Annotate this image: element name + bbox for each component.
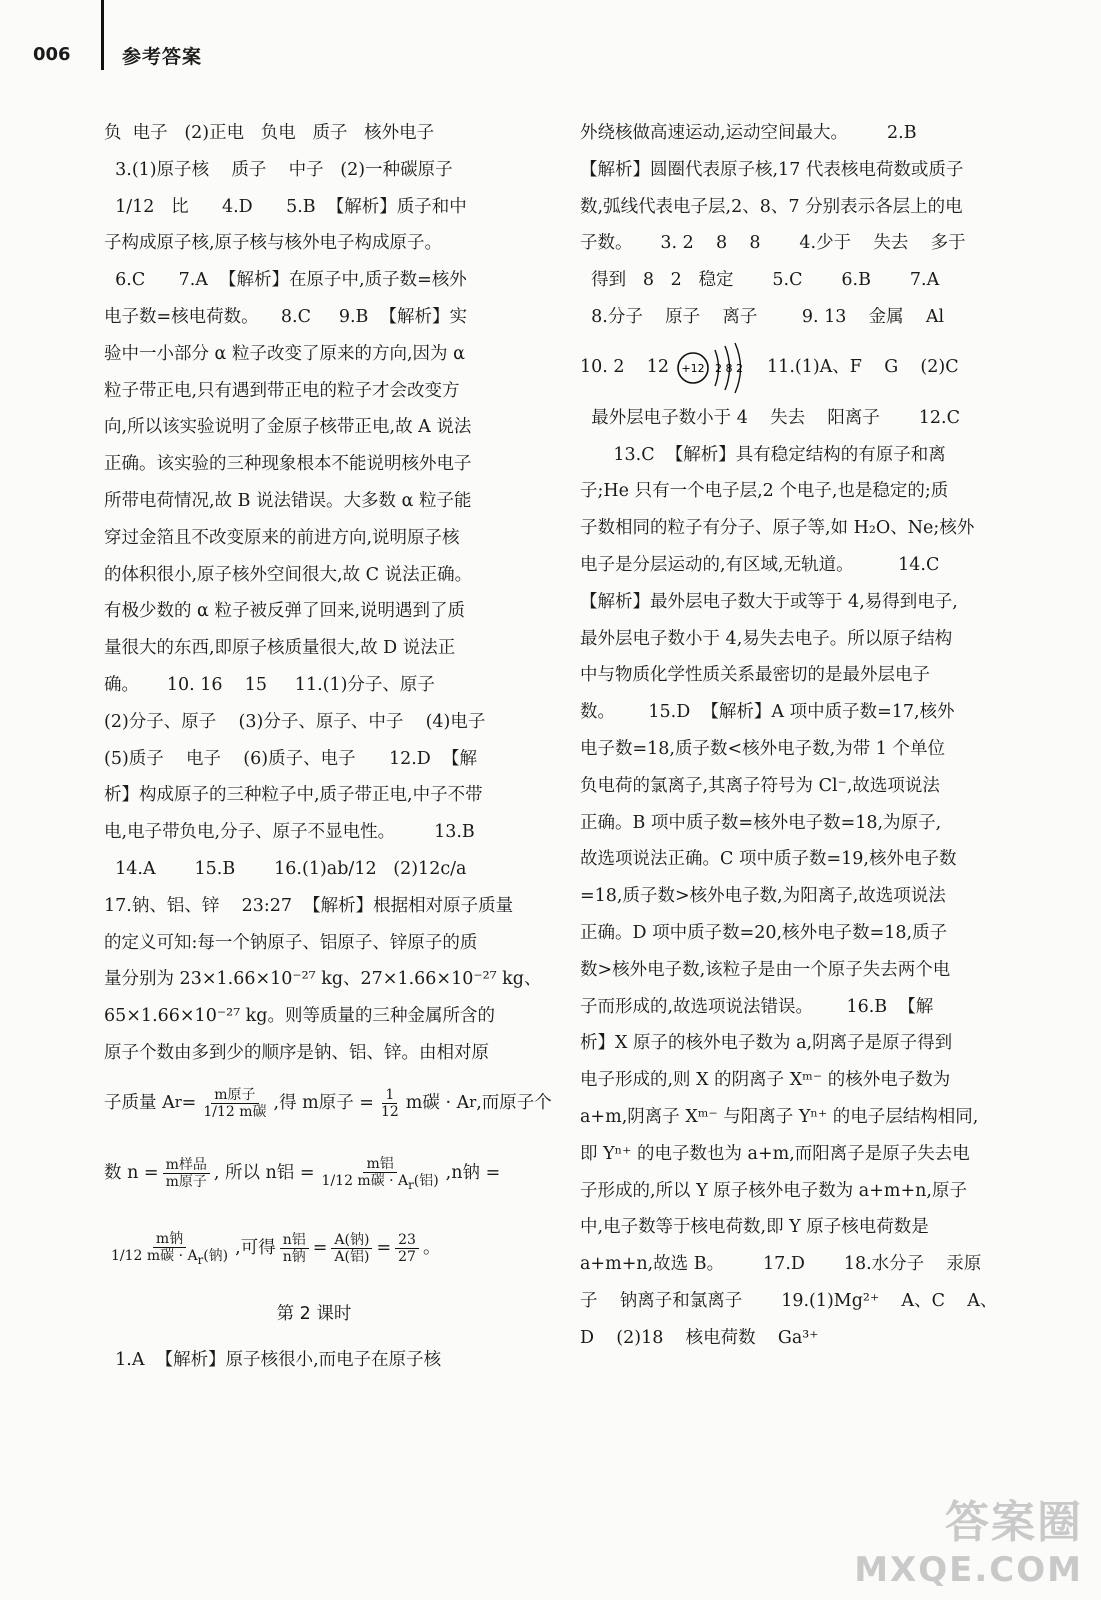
text-line: 所带电荷情况,故 B 说法错误。大多数 α 粒子能 [104, 490, 472, 511]
text-line: 子;He 只有一个电子层,2 个电子,也是稳定的;质 [580, 481, 949, 502]
text-line: 数>核外电子数,该粒子是由一个原子失去两个电 [580, 959, 951, 980]
text-line: 最外层电子数小于 4,易失去电子。所以原子结构 [580, 628, 953, 649]
text-line: 得到 8 2 稳定 5.C 6.B 7.A [580, 270, 940, 291]
text-line: 析】构成原子的三种粒子中,质子带正电,中子不带 [104, 785, 483, 806]
text-line: 故选项说法正确。C 项中质子数=19,核外电子数 [580, 849, 957, 870]
text-line: 量很大的东西,即原子核质量很大,故 D 说法正 [104, 638, 456, 659]
q10-line [580, 336, 1000, 400]
fraction: $\frac{\text{m原子}}{\text{1/12 m碳}}$ [203, 1087, 267, 1121]
text-line: a+m,阴离子 Xᵐ⁻ 与阳离子 Yⁿ⁺ 的电子层结构相同, [580, 1106, 979, 1127]
formula-text: , 所以 n铝 = [213, 1163, 315, 1184]
text-line: 的体积很小,原子核外空间很大,故 C 说法正确。 [104, 564, 473, 585]
text-line: 的定义可知:每一个钠原子、铝原子、锌原子的质 [104, 932, 478, 953]
formula-text: ,可得 [235, 1238, 276, 1259]
watermark [854, 1486, 1083, 1590]
text-line: 量分别为 23×1.66×10⁻²⁷ kg、27×1.66×10⁻²⁷ kg、 [104, 969, 542, 990]
text-line: 最外层电子数小于 4 失去 阳离子 12.C [580, 407, 960, 428]
text-line: 6.C 7.A 【解析】在原子中,质子数=核外 [104, 270, 467, 291]
mg-ion-structure-diagram [675, 341, 761, 395]
text-line: 即 Yⁿ⁺ 的电子数也为 a+m,而阳离子是原子失去电 [580, 1143, 970, 1164]
section-title: 参考答案 [122, 46, 203, 68]
text-line: 有极少数的 α 粒子被反弹了回来,说明遇到了质 [104, 601, 466, 622]
text-line: 中与物质化学性质关系最密切的是最外层电子 [580, 665, 930, 686]
text-line: 13.C 【解析】具有稳定结构的有原子和离 [580, 444, 946, 465]
text-line: 子而形成的,故选项说法错误。 16.B 【解 [580, 996, 934, 1017]
formula-sub: r [469, 1094, 477, 1112]
right-text-block-bottom [580, 400, 1000, 1357]
formula-text: ,n钠 = [445, 1163, 501, 1184]
text-line: 3.(1)原子核 质子 中子 (2)一种碳原子 [104, 159, 453, 180]
left-column [104, 115, 552, 1379]
formula-text: 数 n = [104, 1163, 159, 1184]
watermark-logo: 答案圈 [945, 1497, 1083, 1548]
text-line: a+m+n,故选 B。 17.D 18.水分子 汞原 [580, 1254, 982, 1275]
formula-atom-count [104, 1136, 524, 1212]
text-line: 子形成的,所以 Y 原子核外电子数为 a+m+n,原子 [580, 1180, 967, 1201]
text-line: 验中一小部分 α 粒子改变了原来的方向,因为 α [104, 343, 465, 364]
q11-text: 11.(1)A、F G (2)C [767, 357, 959, 378]
right-text-block-top [580, 115, 1000, 336]
left-text-block [104, 115, 542, 1072]
text-line: 中,电子数等于核电荷数,即 Y 原子核电荷数是 [580, 1217, 929, 1238]
text-line: 子 钠离子和氯离子 19.(1)Mg²⁺ A、C A、 [580, 1290, 998, 1311]
text-line: 65×1.66×10⁻²⁷ kg。则等质量的三种金属所含的 [104, 1006, 495, 1027]
text-line: 8.分子 原子 离子 9. 13 金属 Al [580, 306, 945, 327]
text-line: 正确。D 项中质子数=20,核外电子数=18,质子 [580, 922, 948, 943]
right-column [580, 115, 1000, 1357]
text-line: 正确。B 项中质子数=核外电子数=18,为原子, [580, 812, 942, 833]
fraction: $\frac{\text{A(钠)}}{\text{A(铝)}}$ [331, 1232, 372, 1265]
formula-text: = [376, 1238, 392, 1259]
text-line: 数,弧线代表电子层,2、8、7 分别表示各层上的电 [580, 196, 963, 217]
text-line: 1/12 比 4.D 5.B 【解析】质子和中 [104, 196, 467, 217]
text-line: 14.A 15.B 16.(1)ab/12 (2)12c/a [104, 858, 467, 879]
formula-text: ,得 m原子 = [273, 1093, 374, 1114]
text-line: 17.钠、铝、锌 23:27 【解析】根据相对原子质量 [104, 895, 514, 916]
text-line: 向,所以该实验说明了金原子核带正电,故 A 说法 [104, 417, 472, 438]
text-line: 穿过金箔且不改变原来的前进方向,说明原子核 [104, 527, 460, 548]
text-line: 析】X 原子的核外电子数为 a,阴离子是原子得到 [580, 1033, 953, 1054]
lesson-subtitle: 第 2 课时 [276, 1303, 352, 1324]
formula-sub: r [174, 1094, 182, 1112]
text-line: 【解析】最外层电子数大于或等于 4,易得到电子, [580, 591, 958, 612]
electron-shells-label: 2 8 2 [715, 361, 744, 375]
fraction: $\frac{\text{m铝}}{1/12 m碳 \cdot A_r(铝)}$ [321, 1155, 439, 1192]
formula-text: = [181, 1093, 197, 1114]
watermark-url: MXQE.COM [854, 1550, 1083, 1590]
fraction: $\frac{\text{m样品}}{\text{m原子}}$ [163, 1157, 210, 1190]
q10-text: 10. 2 12 [580, 357, 670, 378]
text-line: (2)分子、原子 (3)分子、原子、中子 (4)电子 [104, 711, 486, 732]
text-line: 数。 15.D 【解析】A 项中质子数=17,核外 [580, 702, 955, 723]
text-line: 1.A 【解析】原子核很小,而电子在原子核 [104, 1349, 442, 1370]
formula-text: 。 [422, 1238, 441, 1259]
text-line: 原子个数由多到少的顺序是钠、铝、锌。由相对原 [104, 1042, 489, 1063]
formula-text: ,而原子个 [476, 1093, 552, 1114]
text-line: 【解析】圆圈代表原子核,17 代表核电荷数或质子 [580, 159, 964, 180]
text-line: 电子数=核电荷数。 8.C 9.B 【解析】实 [104, 306, 467, 327]
formula-ratio [104, 1212, 524, 1286]
text-line: 电子形成的,则 X 的阴离子 Xᵐ⁻ 的核外电子数为 [580, 1070, 951, 1091]
text-line: 子数相同的粒子有分子、原子等,如 H₂O、Ne;核外 [580, 518, 975, 539]
header-divider [101, 0, 104, 70]
fraction: $\frac{\text{n铝}}{\text{n钠}}$ [280, 1232, 309, 1265]
text-line: 负 电子 (2)正电 负电 质子 核外电子 [104, 123, 435, 143]
formula-text: = [312, 1238, 328, 1259]
text-line: 子数。 3. 2 8 8 4.少于 失去 多于 [580, 233, 966, 254]
text-line: 外绕核做高速运动,运动空间最大。 2.B [580, 123, 917, 143]
page-number: 006 [33, 44, 71, 65]
text-line: 粒子带正电,只有遇到带正电的粒子才会改变方 [104, 380, 460, 401]
text-line: 子构成原子核,原子核与核外电子构成原子。 [104, 233, 443, 254]
text-line: 电子数=18,质子数<核外电子数,为带 1 个单位 [580, 738, 945, 759]
fraction: $\frac{\text{m钠}}{1/12 m碳 \cdot A_r(钠)}$ [111, 1230, 229, 1267]
text-line: D (2)18 核电荷数 Ga³⁺ [580, 1327, 819, 1348]
text-line: (5)质子 电子 (6)质子、电子 12.D 【解 [104, 748, 477, 769]
text-line: 电,电子带负电,分子、原子不显电性。 13.B [104, 822, 475, 843]
text-line: 电子是分层运动的,有区域,无轨道。 14.C [580, 554, 940, 575]
formula-text: 子质量 A [104, 1093, 175, 1114]
formula-text: m碳 · A [405, 1093, 470, 1114]
text-line: 负电荷的氯离子,其离子符号为 Cl⁻,故选项说法 [580, 775, 940, 796]
fraction: $\frac{23}{27}$ [395, 1232, 419, 1265]
nucleus-label: +12 [681, 361, 705, 375]
formula-relative-mass [104, 1072, 552, 1136]
fraction: $\frac{1}{12}$ [380, 1087, 399, 1121]
text-line: =18,质子数>核外电子数,为阳离子,故选项说法 [580, 886, 946, 907]
text-line: 正确。该实验的三种现象根本不能说明核外电子 [104, 454, 472, 475]
text-line: 确。 10. 16 15 11.(1)分子、原子 [104, 674, 435, 695]
